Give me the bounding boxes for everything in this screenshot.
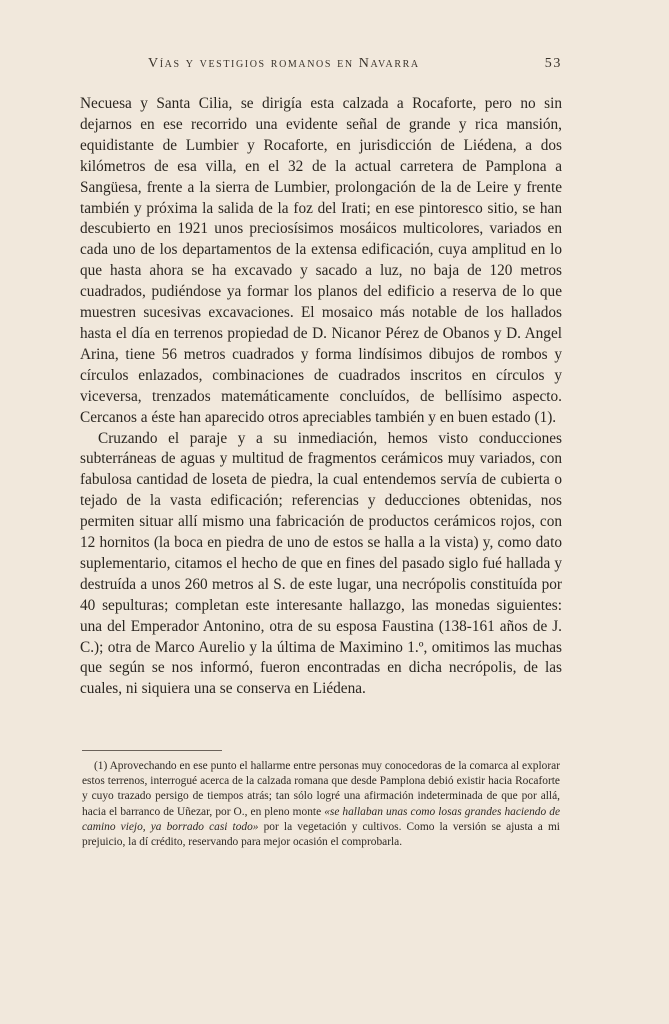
footnote-quote: «se hallaban unas como losas grandes haciendo de camino viejo, ya borrado casi todo» [82,805,560,833]
running-header [80,56,562,78]
footnote-marker: (1) [94,760,108,772]
footnote-rule [82,750,222,751]
footnote [82,759,560,850]
page-number: 53 [544,56,562,71]
paragraph-2: Cruzando el paraje y a su inmediación, hemos visto conducciones subterráneas de aguas y multitud de fragmentos cerámicos muy variados, con fabulosa cantidad de loseta de piedra, la cual entendemos servía de cubierta o tejado de la vasta edificación; referencias y deducciones obtenidas, nos permiten situar allí mismo una fabricación de productos cerámicos rojos, con 12 hornitos (la boca en piedra de uno de estos se halla a la vista) y, como dato suplementario, citamos el hecho de que en fines del pasado siglo fué hallada y destruída a unos 260 metros al S. de este lugar, una necrópolis constituída por 40 sepulturas; completan este interesante hallazgo, las monedas siguientes: una del Emperador Antonino, otra de su esposa Faustina (138-161 años de J. C.); otra de Marco Aurelio y la última de Maximino 1.º, omitimos las muchas que según se nos informó, fueron encontradas en dicha necrópolis, de las cuales, ni siquiera una se conserva en Liédena. [80,429,562,698]
body-text [80,94,562,700]
footnote-text-2: por la vegetación y cultivos. Como la versión se ajusta a mi prejuicio, la dí crédito, reservando para mejor ocasión el comprobarla. [82,820,560,849]
footnote-paragraph [82,759,560,850]
running-title: Vías y vestigios romanos en Navarra [148,56,420,71]
footnote-text-1: Aprovechando en ese punto el hallarme entre personas muy conocedoras de la comarca al explorar estos terrenos, interrogué acerca de la calzada romana que desde Pamplona debió existir hacia Rocaforte y cuyo trazado persigo de tiempos atrás; tan sólo logré una afirmación indeterminada de que por allá, hacia el barranco de Uñezar, por O., en pleno monte [82,760,560,818]
paragraph-1: Necuesa y Santa Cilia, se dirigía esta calzada a Rocaforte, pero no sin dejarnos en ese recorrido una evidente señal de grande y rica mansión, equidistante de Lumbier y Rocaforte, en jurisdicción de Liédena, a dos kilómetros de esa villa, en el 32 de la actual carretera de Pamplona a Sangüesa, frente a la sierra de Lumbier, prolongación de la de Leire y frente también y próxima la salida de la foz del Irati; en ese pintoresco sitio, se han descubierto en 1921 unos preciosísimos mosáicos multicolores, variados en cada uno de los departamentos de la extensa edificación, cuya amplitud en lo que hasta ahora se ha excavado y sacado a luz, no baja de 120 metros cuadrados, pudiéndose ya formar los planos del edificio a reserva de lo que muestren sucesivas excavaciones. El mosaico más notable de los hallados hasta el día en terrenos propiedad de D. Nicanor Pérez de Obanos y D. Angel Arina, tiene 56 metros cuadrados y forma lindísimos dibujos de rombos y círculos enlazados, combinaciones de cuadrados inscritos en círculos y viceversa, trenzados matemáticamente concluídos, de bellísimo aspecto. Cercanos a éste han aparecido otros apreciables también y en buen estado (1). [80,95,562,426]
